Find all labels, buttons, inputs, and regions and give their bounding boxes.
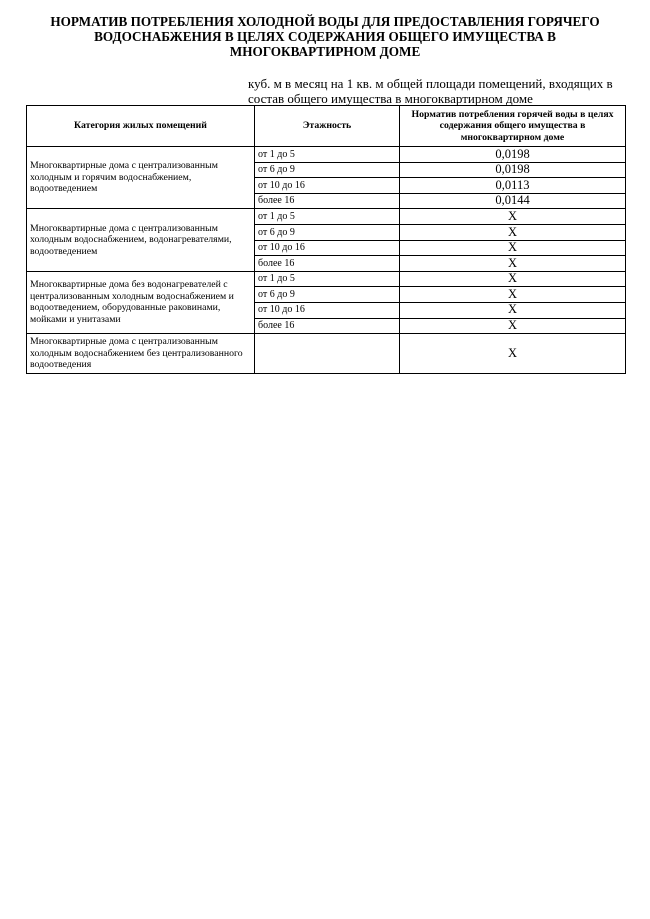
floors-cell: от 10 до 16 xyxy=(255,302,400,318)
table-header-row xyxy=(27,106,626,147)
header-floors: Этажность xyxy=(255,106,400,147)
floors-cell: от 10 до 16 xyxy=(255,178,400,194)
norm-table xyxy=(26,105,626,374)
table-row xyxy=(27,334,626,374)
category-cell: Многоквартирные дома с централизованным холодным водоснабжением без централизованного водоотведения xyxy=(27,334,255,374)
category-cell: Многоквартирные дома без водонагревателей с централизованным холодным водоснабжением и водоотведением, оборудованные раковинами, мойками и унитазами xyxy=(27,271,255,333)
floors-cell: от 1 до 5 xyxy=(255,209,400,225)
value-cell: X xyxy=(400,256,626,272)
floors-cell: более 16 xyxy=(255,256,400,272)
floors-cell: от 6 до 9 xyxy=(255,162,400,178)
table-row xyxy=(27,271,626,287)
floors-cell: от 1 до 5 xyxy=(255,147,400,163)
value-cell: X xyxy=(400,271,626,287)
value-cell: X xyxy=(400,209,626,225)
value-cell: X xyxy=(400,302,626,318)
table-row xyxy=(27,209,626,225)
value-cell: 0,0198 xyxy=(400,147,626,163)
category-cell: Многоквартирные дома с централизованным холодным и горячим водоснабжением, водоотведением xyxy=(27,147,255,209)
value-cell: X xyxy=(400,334,626,374)
value-cell: X xyxy=(400,287,626,303)
floors-cell: от 6 до 9 xyxy=(255,287,400,303)
value-cell: 0,0113 xyxy=(400,178,626,194)
table-row xyxy=(27,147,626,163)
value-cell: 0,0198 xyxy=(400,162,626,178)
floors-cell: от 1 до 5 xyxy=(255,271,400,287)
header-category: Категория жилых помещений xyxy=(27,106,255,147)
header-norm: Норматив потребления горячей воды в целях содержания общего имущества в многоквартирном доме xyxy=(400,106,626,147)
value-cell: 0,0144 xyxy=(400,193,626,209)
value-cell: X xyxy=(400,318,626,334)
value-cell: X xyxy=(400,240,626,256)
value-cell: X xyxy=(400,224,626,240)
floors-cell xyxy=(255,334,400,374)
floors-cell: более 16 xyxy=(255,193,400,209)
floors-cell: от 10 до 16 xyxy=(255,240,400,256)
units-caption: куб. м в месяц на 1 кв. м общей площади помещений, входящих в состав общего имущества в многоквартирном доме xyxy=(248,76,613,106)
floors-cell: от 6 до 9 xyxy=(255,224,400,240)
floors-cell: более 16 xyxy=(255,318,400,334)
page-title: НОРМАТИВ ПОТРЕБЛЕНИЯ ХОЛОДНОЙ ВОДЫ ДЛЯ ПРЕДОСТАВЛЕНИЯ ГОРЯЧЕГО ВОДОСНАБЖЕНИЯ В ЦЕЛЯХ СОДЕРЖАНИЯ ОБЩЕГО ИМУЩЕСТВА В МНОГОКВАРТИРНОМ ДОМЕ xyxy=(50,14,600,59)
category-cell: Многоквартирные дома с централизованным холодным водоснабжением, водонагревателями, водоотведением xyxy=(27,209,255,271)
